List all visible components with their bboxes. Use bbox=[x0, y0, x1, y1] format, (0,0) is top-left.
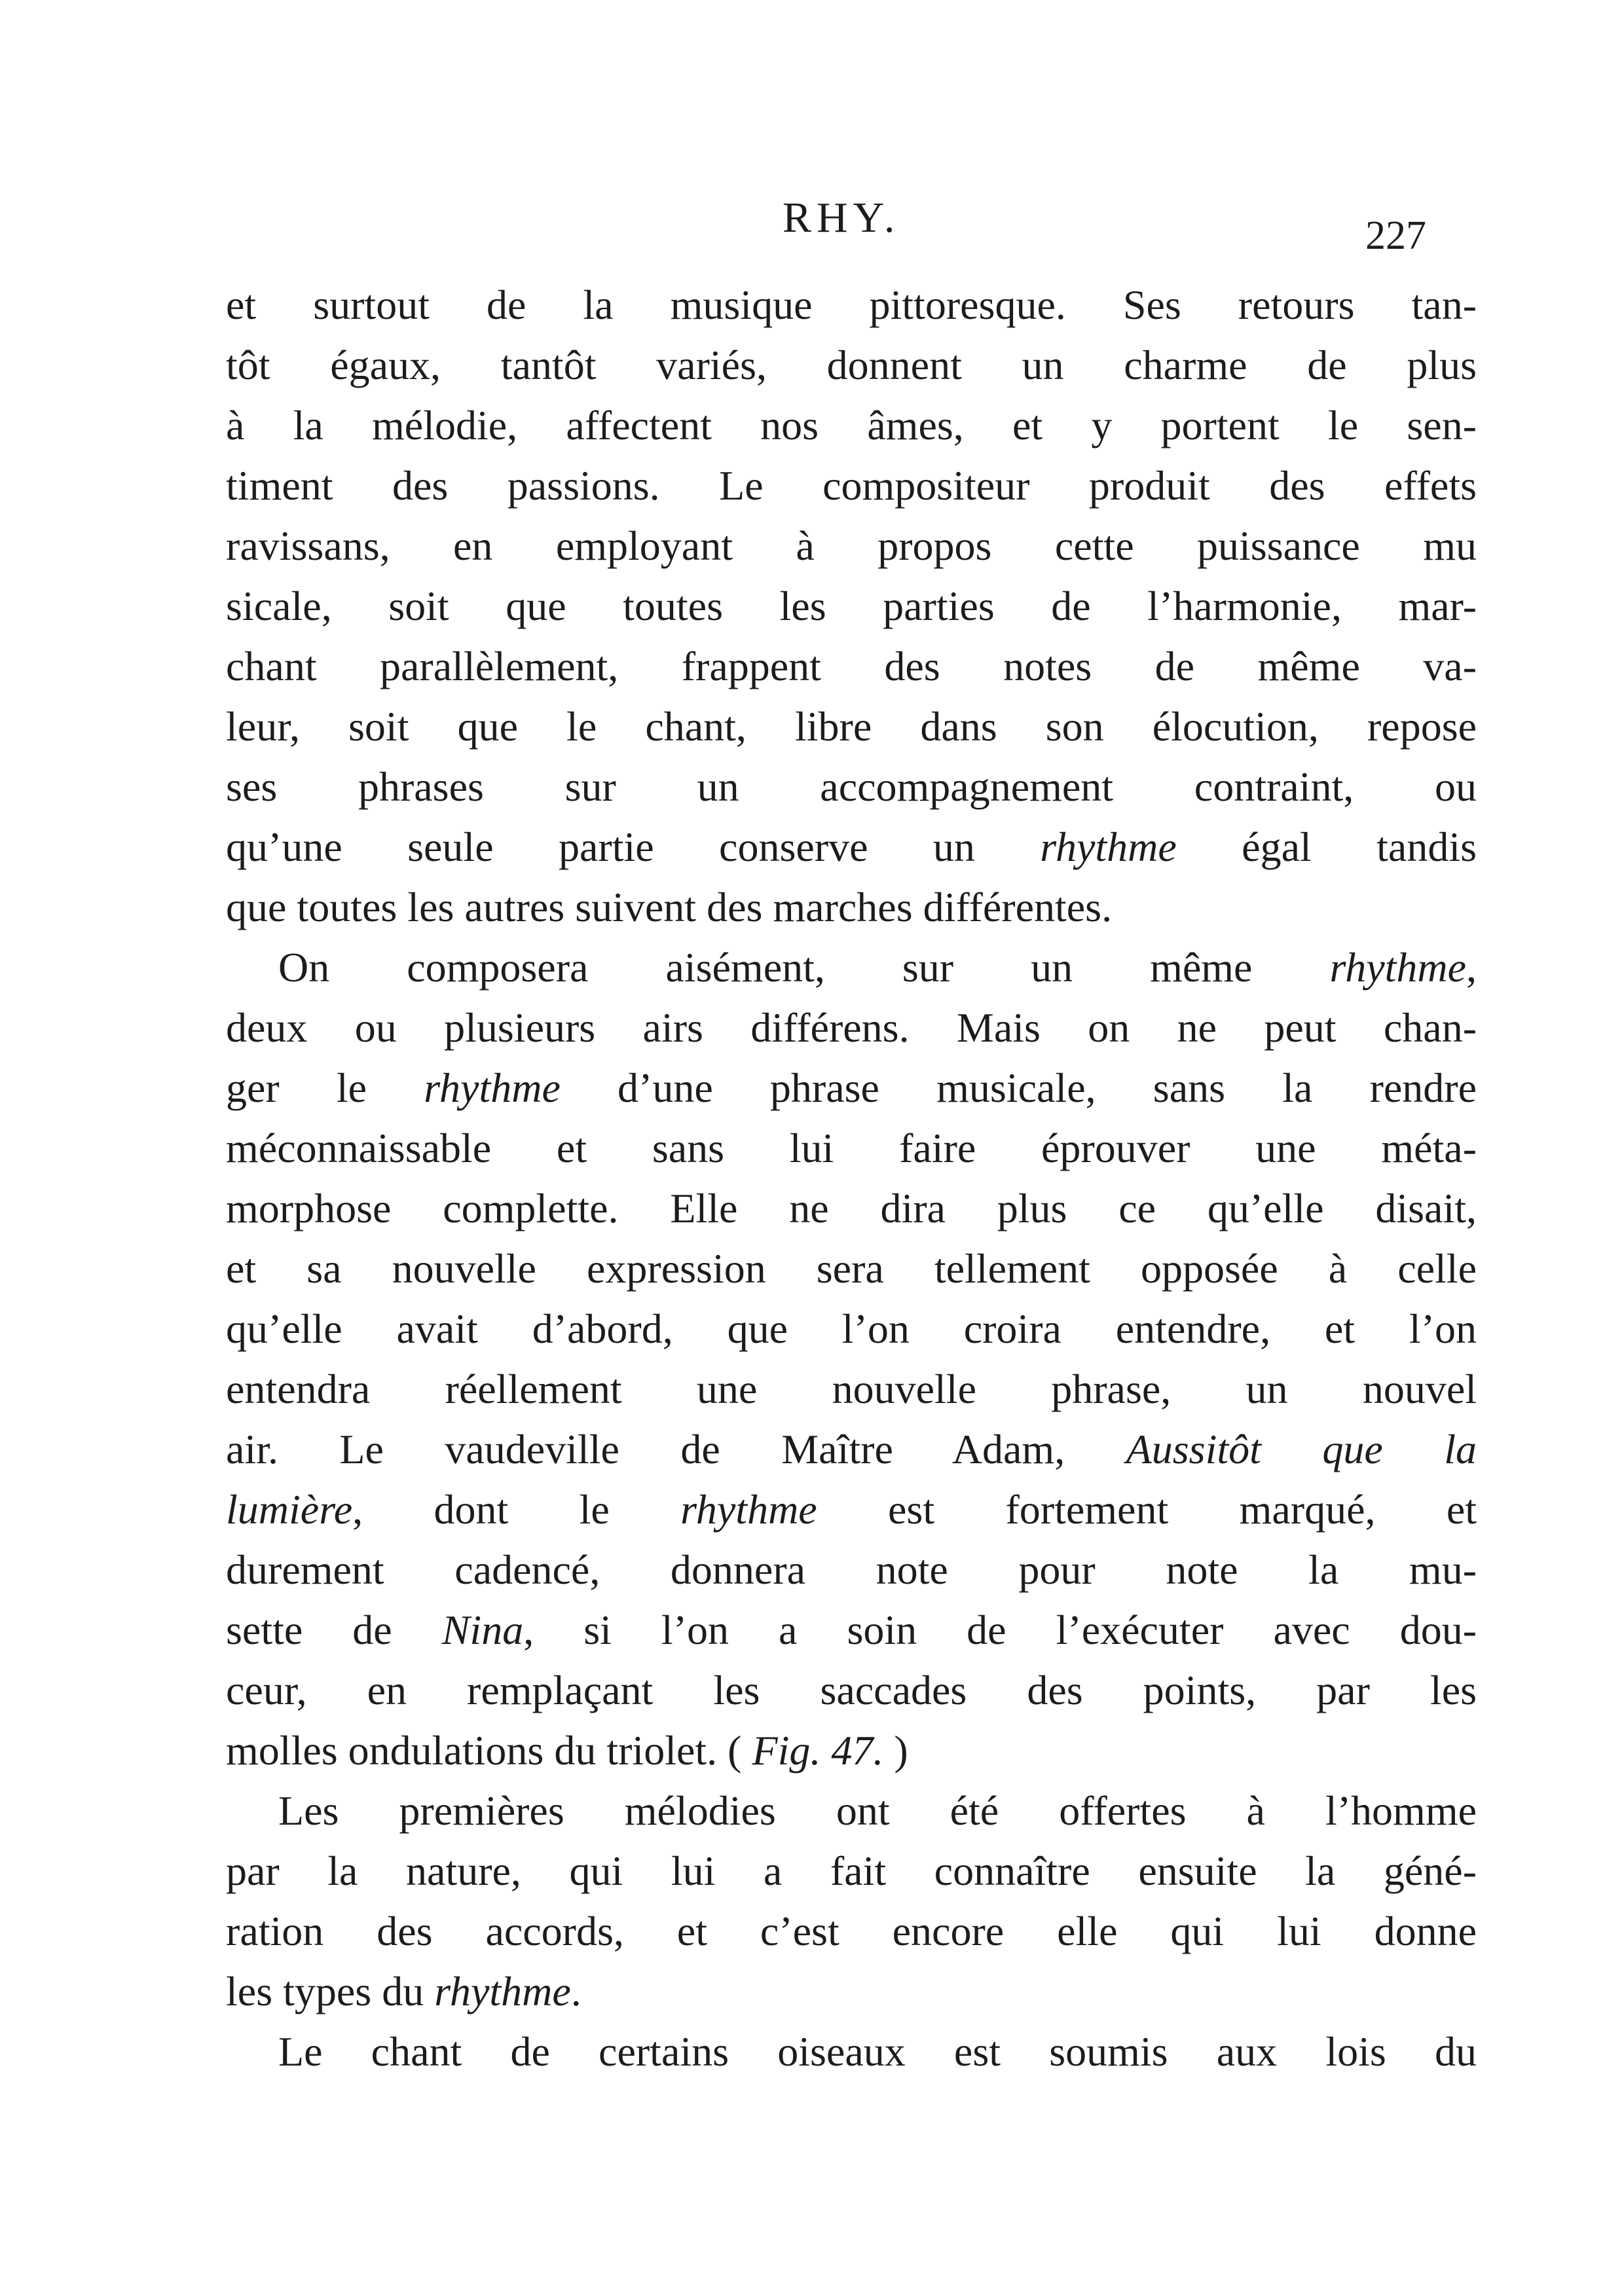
text-line: par la nature, qui lui a fait connaître ensuite la géné- bbox=[226, 1848, 1477, 1894]
text-line: durement cadencé, donnera note pour note la mu- bbox=[226, 1546, 1477, 1593]
running-head: RHY. bbox=[783, 194, 900, 242]
text-line: et surtout de la musique pittoresque. Ses retours tan- bbox=[226, 282, 1477, 328]
page-number: 227 bbox=[1365, 213, 1426, 258]
text-line: Les premières mélodies ont été offertes à l’homme bbox=[278, 1787, 1477, 1834]
text-line: tôt égaux, tantôt variés, donnent un charme de plus bbox=[226, 342, 1477, 388]
text-line: sicale, soit que toutes les parties de l’harmonie, mar- bbox=[226, 583, 1477, 629]
text-line: morphose complette. Elle ne dira plus ce qu’elle disait, bbox=[226, 1185, 1477, 1231]
text-line: ration des accords, et c’est encore elle qui lui donne bbox=[226, 1908, 1477, 1954]
text-line: entendra réellement une nouvelle phrase, un nouvel bbox=[226, 1366, 1477, 1412]
text-line: qu’une seule partie conserve un rhythme égal tandis bbox=[226, 824, 1477, 870]
text-line: deux ou plusieurs airs différens. Mais on ne peut chan- bbox=[226, 1004, 1477, 1051]
body-text bbox=[226, 275, 1477, 2082]
text-line: Le chant de certains oiseaux est soumis aux lois du bbox=[278, 2028, 1477, 2075]
text-line: à la mélodie, affectent nos âmes, et y portent le sen- bbox=[226, 402, 1477, 448]
text-line: méconnaissable et sans lui faire éprouver une méta- bbox=[226, 1125, 1477, 1171]
text-line: qu’elle avait d’abord, que l’on croira entendre, et l’on bbox=[226, 1305, 1477, 1352]
text-line: molles ondulations du triolet. ( Fig. 47. ) bbox=[226, 1727, 908, 1774]
text-line: ger le rhythme d’une phrase musicale, sans la rendre bbox=[226, 1065, 1477, 1111]
text-line: et sa nouvelle expression sera tellement opposée à celle bbox=[226, 1245, 1477, 1292]
text-line: chant parallèlement, frappent des notes de même va- bbox=[226, 643, 1477, 689]
text-line: sette de Nina, si l’on a soin de l’exécuter avec dou- bbox=[226, 1607, 1477, 1653]
text-line: que toutes les autres suivent des marches différentes. bbox=[226, 884, 1113, 930]
text-line: leur, soit que le chant, libre dans son élocution, repose bbox=[226, 703, 1477, 750]
text-line: On composera aisément, sur un même rhythme, bbox=[278, 944, 1477, 991]
text-line: ravissans, en employant à propos cette puissance mu bbox=[226, 522, 1477, 569]
text-line: ses phrases sur un accompagnement contraint, ou bbox=[226, 763, 1477, 810]
text-line: les types du rhythme. bbox=[226, 1968, 581, 2014]
text-line: ceur, en remplaçant les saccades des points, par les bbox=[226, 1667, 1477, 1713]
text-line: timent des passions. Le compositeur produit des effets bbox=[226, 462, 1477, 509]
text-line: lumière, dont le rhythme est fortement marqué, et bbox=[226, 1486, 1477, 1533]
text-line: air. Le vaudeville de Maître Adam, Aussitôt que la bbox=[226, 1426, 1477, 1472]
